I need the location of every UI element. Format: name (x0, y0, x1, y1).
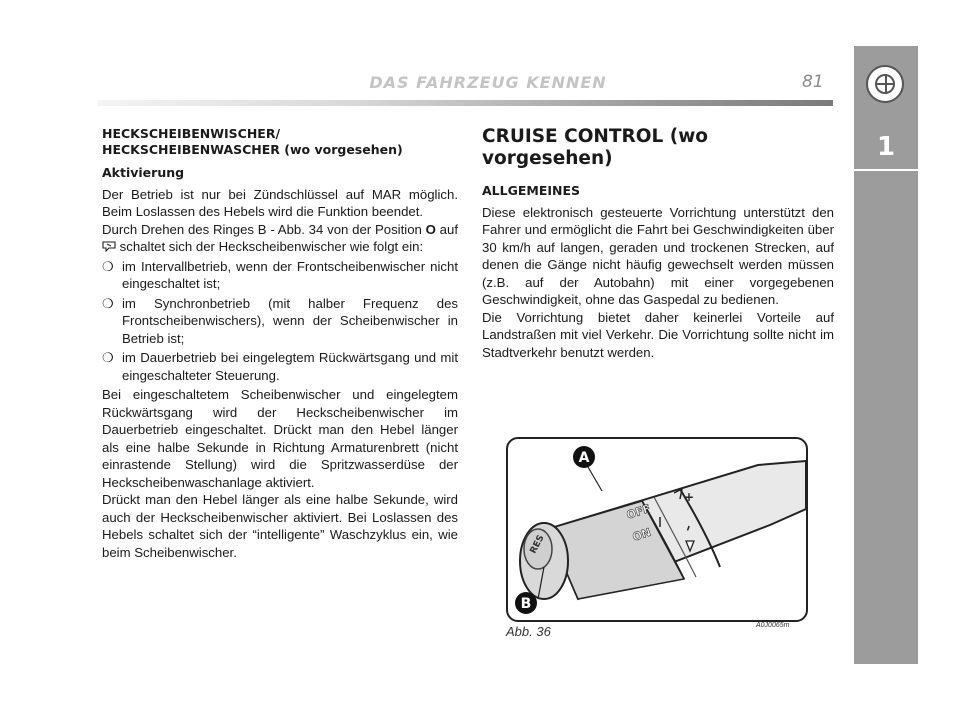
left-column (102, 126, 458, 561)
figure-cruise-control-lever (506, 437, 808, 622)
section-title-cruise-control: CRUISE CONTROL (wo vorgesehen) (482, 126, 708, 169)
subheading-aktivierung: Aktivierung (102, 165, 185, 180)
page-number: 81 (802, 72, 824, 92)
paragraph: Bei eingeschaltetem Scheibenwischer und eingelegtem Rückwärtsgang wird der Heckscheibenwischer im Dauerbetrieb eingeschaltet. Drückt man den Hebel länger als eine halbe Sekunde in Richtung Armaturenbrett (nicht einrastende Stellung) wird die Spritzwasserdüse der Heckscheibenwaschanlage aktiviert. (102, 387, 458, 490)
plus-label: + (684, 490, 695, 504)
callout-b: B (520, 596, 532, 612)
paragraph: Die Vorrichtung bietet daher keinerlei Vorteile auf Landstraßen mit viel Verkehr. Die Vorrichtung sollte nicht im Stadtverkehr benutzt werden. (482, 309, 834, 360)
section-heading-line2: HECKSCHEIBENWASCHER (wo vorgesehen) (102, 142, 403, 157)
off-label: OFF (624, 501, 653, 522)
paragraph: Drückt man den Hebel länger als eine halbe Sekunde, wird auch der Heckscheibenwischer aktiviert. Bei Loslassen des Hebels schaltet sich der “intelligente” Waschzyklus ein, wie beim Scheibenwischer. (102, 492, 458, 560)
position-o-symbol: O (425, 221, 436, 237)
chapter-tab-divider (854, 169, 918, 171)
list-item: ❍ im Intervallbetrieb, wenn der Frontscheibenwischer nicht eingeschaltet ist; (102, 258, 458, 291)
res-label: RES (528, 533, 547, 556)
subheading-allgemeines: ALLGEMEINES (482, 183, 581, 198)
list-item: ❍ im Dauerbetrieb bei eingelegtem Rückwärtsgang und mit eingeschalteter Steuerung. (102, 350, 458, 383)
callout-a: A (578, 450, 590, 466)
chapter-number: 1 (876, 132, 896, 162)
section-heading-line1: HECKSCHEIBENWISCHER/ (102, 126, 281, 141)
paragraph: Diese elektronisch gesteuerte Vorrichtung unterstützt den Fahrer und ermöglicht die Fahrt bei Geschwindigkeiten über 30 km/h auf langen, geraden und trockenen Strecken, auf denen die Gänge nicht häufig gewechselt werden müssen (z.B. auf der Autobahn) mit einer vorgegebenen Geschwindigkeit, ohne das Gaspedal zu bedienen. (482, 204, 834, 307)
paragraph: Der Betrieb ist nur bei Zündschlüssel auf MAR möglich. Beim Loslassen des Hebels wird die Funktion beendet. (102, 186, 458, 219)
header-rule (98, 100, 833, 106)
paragraph-ring-position: Durch Drehen des Ringes B - Abb. 34 von der Position O auf schaltet sich der Heckscheibenwischer wie folgt ein: (102, 221, 459, 254)
figure-caption: Abb. 36 (506, 624, 551, 639)
right-column (482, 126, 834, 361)
header-title: DAS FAHRZEUG KENNEN (369, 73, 607, 92)
list-item: ❍ im Synchronbetrieb (mit halber Frequenz des Frontscheibenwischers), wenn der Scheibenwischer in Betrieb ist; (102, 295, 458, 346)
brand-logo-icon (866, 65, 904, 103)
rear-wiper-icon (102, 240, 116, 252)
on-label: ON (630, 525, 653, 544)
cruise-control-lever-illustration (508, 439, 806, 620)
minus-label: – (680, 522, 696, 534)
figure-code: A0J0065m (756, 622, 790, 629)
